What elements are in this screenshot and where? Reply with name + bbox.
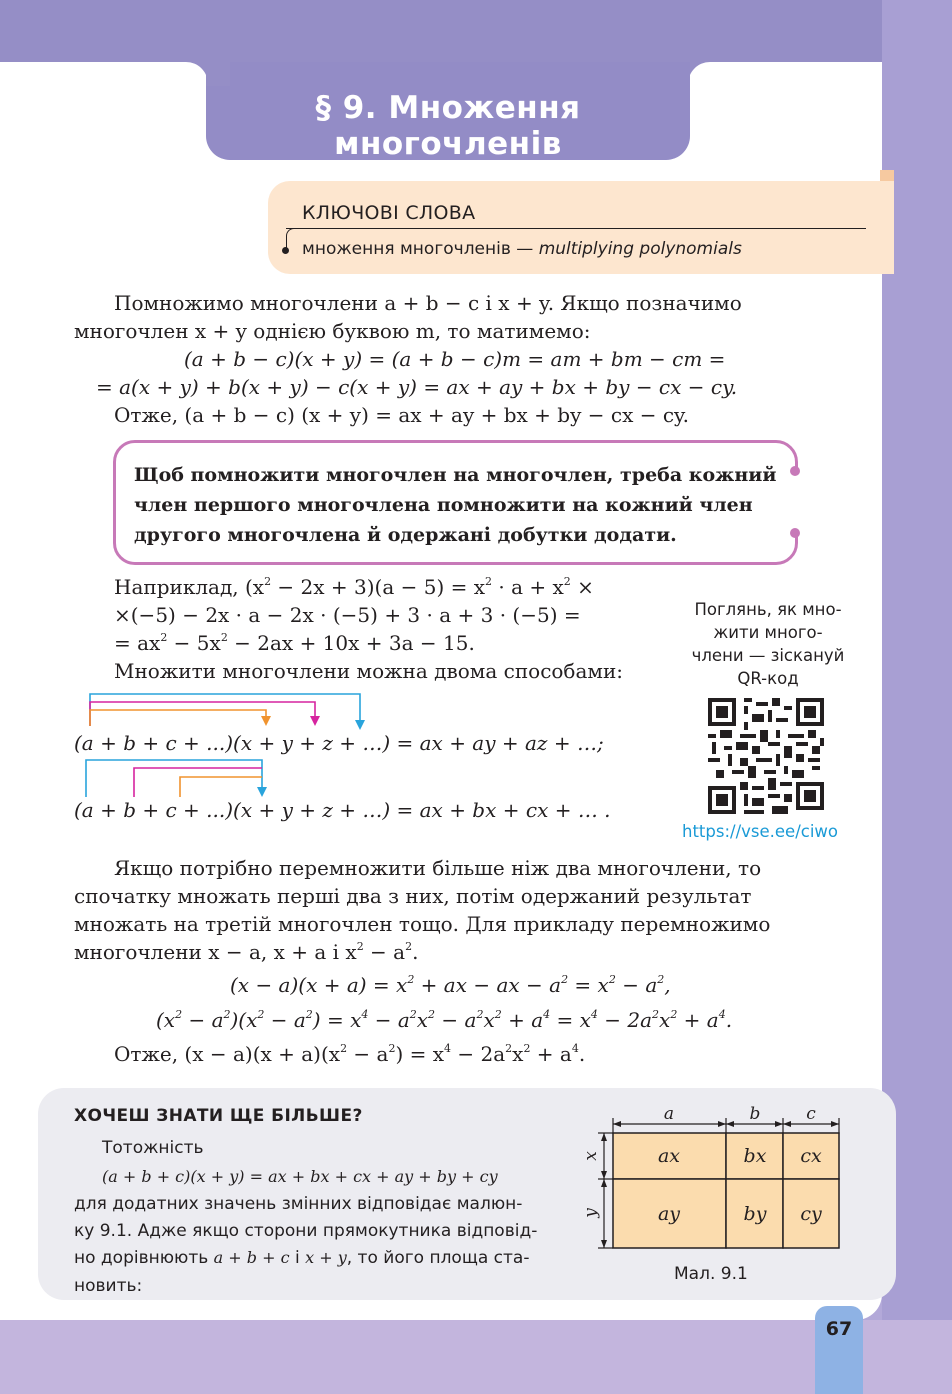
exp: 2 [476, 1008, 484, 1021]
keywords-divider [286, 228, 866, 229]
intro-equation-1: (a + b − c)(x + y) = (a + b − c)m = am + bm − cm = [184, 347, 726, 371]
qr-caption-line: члени — зіскануй [691, 646, 845, 665]
section-title: § 9. Множення многочленів [315, 90, 581, 162]
exp: 2 [356, 940, 364, 953]
intro-line-1: Помножимо многочлени a + b − c і x + y. Якщо позначимо [114, 291, 742, 315]
example-line-1 [114, 575, 594, 599]
fig-label-a: a [663, 1104, 675, 1124]
identity-formula: (a + b + c)(x + y) = ax + bx + cx + ay + by + cy [102, 1167, 498, 1186]
fig-label-x: x [581, 1151, 601, 1161]
t: но дорівнюють [74, 1248, 214, 1268]
cell-bx: bx [743, 1145, 767, 1167]
keyword-term-en: multiplying polynomials [538, 239, 742, 259]
cell-ay: ay [657, 1203, 681, 1225]
t: − a [264, 1008, 306, 1032]
rule-box [113, 440, 798, 565]
exp: 2 [670, 1008, 678, 1021]
rule-box-gap [788, 471, 804, 533]
intro-line-2: многочлен x + y однією буквою m, то матимемо: [74, 319, 591, 343]
section-title-tab [206, 62, 690, 160]
more-line-2: спочатку множать перші два з них, потім одержаний результат [74, 884, 752, 908]
t: . [725, 1008, 733, 1032]
method-1-formula: (a + b + c + ...)(x + y + z + …) = ax + ay + az + …; [74, 731, 604, 755]
t: + a [530, 1042, 572, 1066]
t: (x − a)(x + a) = x [230, 973, 408, 997]
keywords-box [268, 181, 894, 274]
t: − a [182, 1008, 224, 1032]
t: . [578, 1042, 586, 1066]
rule-line-1: Щоб помножити многочлен на многочлен, треба кожний [134, 464, 777, 486]
exp: 2 [409, 1008, 417, 1021]
more-conclusion [114, 1042, 585, 1066]
exp: 2 [305, 1008, 313, 1021]
exp: 2 [264, 575, 272, 588]
t: − 2a [451, 1042, 506, 1066]
exp: 2 [523, 1042, 531, 1055]
title-corner-right [688, 62, 710, 84]
exp: 4 [571, 1042, 579, 1055]
know-more-title: ХОЧЕШ ЗНАТИ ЩЕ БІЛЬШЕ? [74, 1106, 363, 1126]
exp: 2 [485, 575, 493, 588]
t: . [412, 940, 419, 964]
t: − a [368, 1008, 410, 1032]
t: a + b + c [213, 1248, 290, 1267]
t: − a [363, 940, 406, 964]
know-line-3: для додатних значень змінних відповідає малюн- [74, 1194, 523, 1214]
cell-cx: cx [800, 1145, 822, 1167]
t: × [570, 575, 594, 599]
t: = x [568, 973, 609, 997]
t: + ax − ax − a [414, 973, 562, 997]
title-corner-left [186, 62, 208, 84]
t: (x [156, 1008, 176, 1032]
method-2-formula: (a + b + c + ...)(x + y + z + …) = ax + bx + cx + … . [74, 798, 611, 822]
know-line-1: Тотожність [102, 1138, 204, 1158]
keywords-title: КЛЮЧОВІ СЛОВА [302, 202, 476, 224]
rule-line-2: член першого многочлена помножити на кожний член [134, 494, 753, 516]
exp: 2 [561, 973, 569, 986]
t: − a [347, 1042, 389, 1066]
exp: 2 [657, 973, 665, 986]
t: − 5x [167, 631, 221, 655]
keyword-entry [302, 239, 742, 259]
qr-caption-line: QR-код [737, 669, 799, 688]
t: + a [677, 1008, 719, 1032]
exp: 2 [220, 631, 228, 644]
more-line-1: Якщо потрібно перемножити більше ніж два многочлени, то [114, 856, 762, 880]
t: x + y [305, 1248, 347, 1267]
figure-9-1 [580, 1100, 850, 1260]
know-line-2 [102, 1167, 498, 1187]
rule-text [134, 460, 784, 550]
exp: 2 [428, 1008, 436, 1021]
t: − 2a [597, 1008, 653, 1032]
more-line-3: множать на третій многочлен тощо. Для прикладу перемножимо [74, 912, 771, 936]
bottom-band [0, 1320, 952, 1394]
exp: 2 [223, 1008, 231, 1021]
exp: 2 [405, 940, 413, 953]
cell-by: by [743, 1203, 767, 1225]
t: ) = x [312, 1008, 362, 1032]
intro-conclusion: Отже, (a + b − c) (x + y) = ax + ay + bx + by − cx − cy. [114, 403, 690, 427]
t: x [483, 1008, 495, 1032]
t: x [659, 1008, 671, 1032]
t: Отже, (x − a)(x + a)(x [114, 1042, 341, 1066]
more-equation-2 [156, 1008, 732, 1032]
know-line-6: новить: [74, 1276, 143, 1296]
rule-line-3: другого многочлена й одержані добутки додати. [134, 524, 677, 546]
t: − 2ax + 10x + 3a − 15. [227, 631, 475, 655]
t: − a [615, 973, 658, 997]
t: x [512, 1042, 524, 1066]
example-line-3 [114, 631, 475, 655]
exp: 2 [388, 1042, 396, 1055]
two-ways-line: Множити многочлени можна двома способами: [114, 659, 624, 683]
exp: 2 [494, 1008, 502, 1021]
figure-caption: Мал. 9.1 [674, 1264, 748, 1284]
t: · a + x [492, 575, 564, 599]
top-band [0, 0, 952, 70]
t: Наприклад, (x [114, 575, 265, 599]
example-line-2: ×(−5) − 2x · a − 2x · (−5) + 3 · a + 3 · (−5) = [114, 603, 581, 627]
t: )(x [230, 1008, 258, 1032]
page-number-tab [815, 1306, 863, 1394]
t: − a [435, 1008, 477, 1032]
t: многочлени x − a, x + a і x [74, 940, 357, 964]
know-line-4: ку 9.1. Адже якщо сторони прямокутника відповід- [74, 1221, 538, 1241]
exp: 2 [563, 575, 571, 588]
rule-dot-bottom [790, 528, 800, 538]
t: x [416, 1008, 429, 1032]
exp: 2 [608, 973, 616, 986]
intro-equation-2: = a(x + y) + b(x + y) − c(x + y) = ax + ay + bx + by − cx − cy. [96, 375, 738, 399]
more-equation-1 [230, 973, 671, 997]
t: ) = x [395, 1042, 445, 1066]
exp: 2 [175, 1008, 183, 1021]
page-number: 67 [825, 1318, 853, 1340]
qr-caption [676, 598, 860, 690]
exp: 2 [407, 973, 415, 986]
exp: 2 [257, 1008, 265, 1021]
rule-dot-top [790, 466, 800, 476]
bullet-icon [282, 247, 289, 254]
fig-label-y: y [581, 1208, 601, 1218]
exp: 2 [505, 1042, 513, 1055]
qr-caption-line: жити много- [713, 623, 823, 642]
t: , [664, 973, 671, 997]
t: − 2x + 3)(a − 5) = x [271, 575, 486, 599]
exp: 2 [340, 1042, 348, 1055]
exp: 4 [718, 1008, 726, 1021]
qr-code-icon[interactable] [708, 698, 824, 814]
cell-cy: cy [800, 1203, 822, 1225]
keyword-term-uk: множення многочленів — [302, 239, 539, 259]
t: = x [550, 1008, 591, 1032]
t: , то його площа ста- [346, 1248, 530, 1268]
qr-link[interactable]: https://vse.ee/ciwo [682, 822, 839, 841]
exp: 4 [543, 1008, 551, 1021]
qr-caption-line: Поглянь, як мно- [694, 600, 842, 619]
fig-label-c: c [806, 1104, 816, 1124]
exp: 4 [444, 1042, 452, 1055]
t: = ax [114, 631, 161, 655]
exp: 4 [590, 1008, 598, 1021]
t: і [289, 1248, 306, 1268]
fig-label-b: b [749, 1104, 761, 1124]
t: + a [501, 1008, 544, 1032]
exp: 2 [160, 631, 168, 644]
more-line-4 [74, 940, 418, 964]
know-line-5 [74, 1248, 529, 1268]
cell-ax: ax [657, 1145, 681, 1167]
exp: 4 [361, 1008, 369, 1021]
exp: 2 [652, 1008, 660, 1021]
